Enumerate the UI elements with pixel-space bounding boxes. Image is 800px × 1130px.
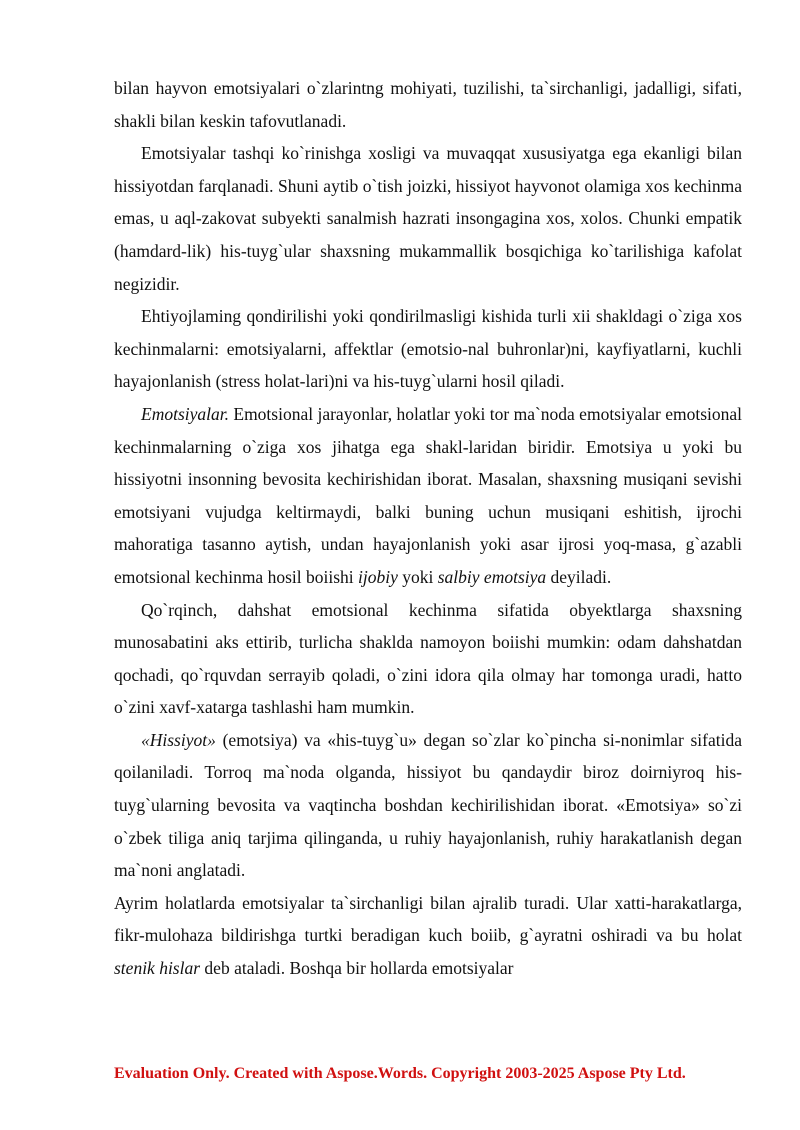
italic-term-hissiyot: «Hissiyot» (141, 729, 216, 750)
paragraph-5 (114, 594, 742, 724)
paragraph-3 (114, 300, 742, 398)
text-run: Ehtiyojlaming qondirilishi yoki qondirilmasligi kishida turli xii shakldagi o`ziga xos kechinmalarni: emotsiyalarni, affektlar (emotsio-nal buhronlar)ni, kayfiyatlarni, kuchli hayajonlanish (stress holat-lari)ni va his-tuyg`ularni hosil qiladi. (114, 306, 742, 392)
text-run: yoki (397, 566, 438, 587)
text-run: Qo`rqinch, dahshat emotsional kechinma sifatida obyektlarga shaxsning munosabatini aks ettirib, turlicha shaklda namoyon boiishi mumkin: odam dahshatdan qochadi, qo`rquvdan serrayib qoladi, o`zini idora qila olmay har tomonga uradi, hatto o`zini xavf-xatarga tashlashi ham mumkin. (114, 599, 742, 718)
text-run: bilan hayvon emotsiyalari o`zlarintng mohiyati, tuzilishi, ta`sirchanligi, jadalligi, sifati, shakli bilan keskin tafovutlanadi. (114, 78, 742, 131)
paragraph-2 (114, 137, 742, 300)
paragraph-7 (114, 887, 742, 985)
body-text (114, 72, 742, 985)
italic-term-emotsiyalar: Emotsiyalar. (141, 403, 229, 424)
paragraph-6 (114, 724, 742, 887)
italic-term-stenik-hislar: stenik hislar (114, 958, 201, 979)
text-run: Emotsional jarayonlar, holatlar yoki tor ma`noda emotsiyalar emotsional kechinmalarning o`ziga xos jihatga ega shakl-laridan biridir. Emotsiya u yoki bu hissiyotni insonning bevosita kechirishidan iborat. Masalan, shaxsning musiqani sevishi emotsiyani vujudga keltirmaydi, balki buning uchun musiqani eshitish, ijrochi mahoratiga tasanno aytish, undan hayajonlanish yoki asar ijrosi yoq-masa, g`azabli emotsional kechinma hosil boiishi (114, 403, 742, 587)
italic-term-ijobiy: ijobiy (358, 566, 398, 587)
text-run: Ayrim holatlarda emotsiyalar ta`sirchanligi bilan ajralib turadi. Ular xatti-harakatlarga, fikr-mulohaza bildirishga turtki beradigan kuch boiib, g`ayratni oshiradi va bu holat (114, 892, 742, 946)
italic-term-salbiy-emotsiya: salbiy emotsiya (437, 566, 547, 587)
evaluation-watermark-footer: Evaluation Only. Created with Aspose.Words. Copyright 2003-2025 Aspose Pty Ltd. (114, 1065, 686, 1082)
text-run: deyiladi. (546, 566, 612, 587)
text-run: deb ataladi. Boshqa bir hollarda emotsiyalar (200, 958, 514, 979)
paragraph-1 (114, 72, 742, 137)
text-run: (emotsiya) va «his-tuyg`u» degan so`zlar ko`pincha si-nonimlar sifatida qoilaniladi. Torroq ma`noda olganda, hissiyot bu qandaydir biroz doirniyroq his-tuyg`ularning bevosita va vaqtincha boshdan kechirilishidan iborat. «Emotsiya» so`zi o`zbek tiliga aniq tarjima qilinganda, u ruhiy hayajonlanish, ruhiy harakatlanish degan ma`noni anglatadi. (114, 729, 742, 881)
text-run: Emotsiyalar tashqi ko`rinishga xosligi va muvaqqat xususiyatga ega ekanligi bilan hissiyotdan farqlanadi. Shuni aytib o`tish joizki, hissiyot hayvonot olamiga xos kechinma emas, u aql-zakovat subyekti sanalmish hazrati insongagina xos, xolos. Chunki empatik (hamdard-lik) his-tuyg`ular shaxsning mukammallik bosqichiga ko`tarilishiga kafolat negizidir. (114, 143, 742, 294)
paragraph-4 (114, 398, 742, 594)
